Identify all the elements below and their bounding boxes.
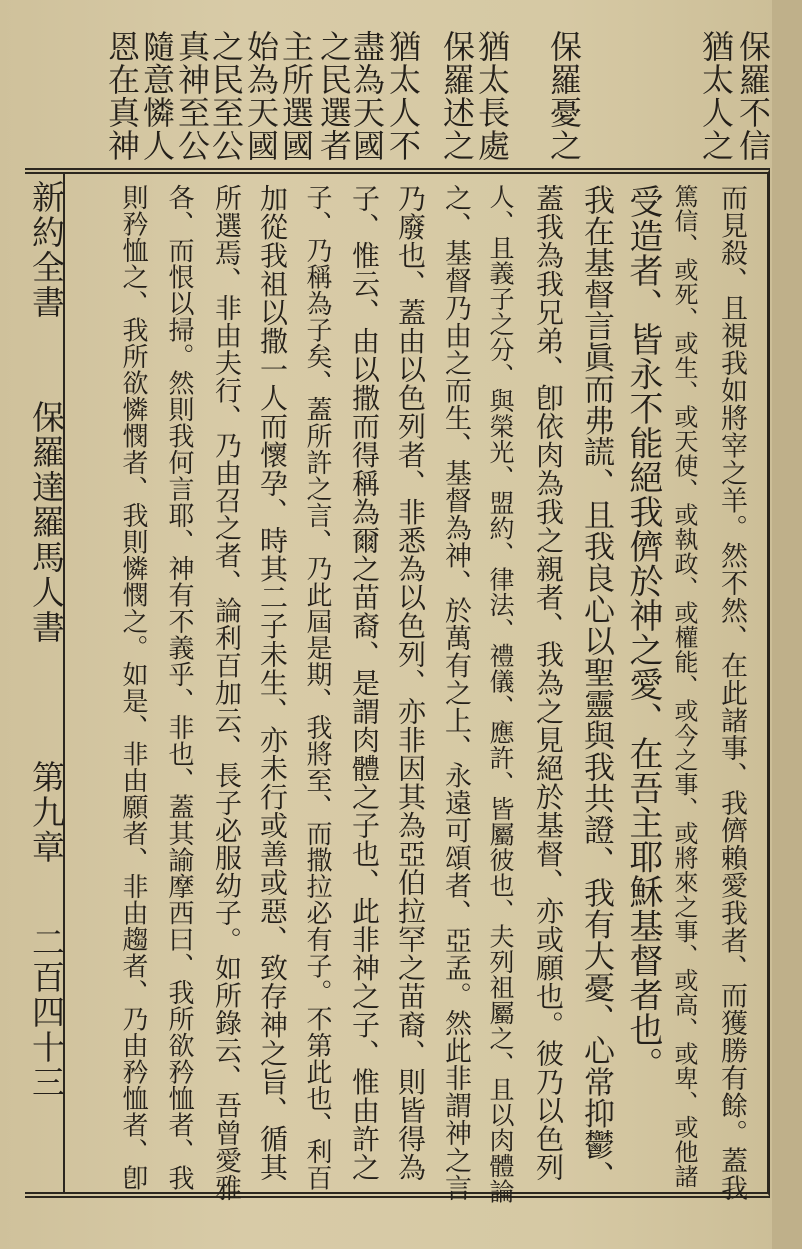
text-column: 受造者、皆永不能絕我儕於神之愛、在吾主耶穌基督者也。 [623, 184, 663, 1081]
headnote: 保羅憂之 [545, 30, 583, 162]
headnote: 主所選國 [277, 30, 315, 162]
page-edge [772, 0, 802, 1249]
headnote: 保羅不信 [734, 30, 772, 162]
headnote: 保羅述之 [438, 30, 476, 162]
headnote: 恩在真神 [103, 30, 141, 162]
headnote: 隨意憐人 [138, 30, 176, 162]
headnote: 猶太人之 [697, 30, 735, 162]
text-column: 蓋我為我兄弟、卽依肉為我之親者、我為之見絕於基督、亦或願也。彼乃以色列 [532, 184, 565, 1182]
page-number: 二百四十三 [27, 925, 66, 1100]
text-column: 則矜恤之、我所欲憐憫者、我則憐憫之。如是、非由願者、非由趨者、乃由矜恤者、卽 [118, 184, 148, 1191]
headnote: 猶太人不 [384, 30, 422, 162]
text-column: 各、而恨以掃。然則我何言耶、神有不義乎、非也、蓋其諭摩西曰、我所欲矜恤者、我 [164, 184, 194, 1191]
text-column: 篤信、或死、或生、或天使、或執政、或權能、或今之事、或將來之事、或高、或卑、或他諸 [670, 184, 698, 1189]
text-column: 子、惟云、由以撒而得稱為爾之苗裔、是謂肉體之子也、此非神之子、惟由許之 [348, 184, 381, 1182]
text-column: 而見殺、且視我如將宰之羊。然不然、在此諸事、我儕賴愛我者、而獲勝有餘。蓋我 [716, 184, 747, 1202]
text-column: 子、乃稱為子矣、蓋所許之言、乃此屆是期、我將至、而撒拉必有子。不第此也、利百 [302, 184, 332, 1191]
text-column: 人、且義子之分、與榮光、盟約、律法、禮儀、應許、皆屬彼也、夫列祖屬之、且以肉體論 [486, 184, 515, 1204]
headnote: 之民至公 [207, 30, 245, 162]
chapter-label: 第九章 [27, 760, 66, 865]
headnote: 之民選者 [315, 30, 353, 162]
headnote: 猶太長處 [473, 30, 511, 162]
text-column: 乃廢也、蓋由以色列者、非悉為以色列、亦非因其為亞伯拉罕之苗裔、則皆得為 [394, 184, 427, 1182]
text-column: 加從我祖以撒一人而懷孕、時其二子未生、亦未行或善或惡、致存神之旨、循其 [256, 184, 289, 1182]
text-column: 我在基督言眞而弗謊、且我良心以聖靈與我共證、我有大憂、心常抑鬱、 [578, 184, 614, 1192]
headnote: 真神至公 [173, 30, 211, 162]
headnote: 始為天國 [242, 30, 280, 162]
text-column: 所選焉、非由夫行、乃由召之者、論利百加云、長子必服幼子。如所錄云、吾曾愛雅 [210, 184, 241, 1202]
headnote: 盡為天國 [348, 30, 386, 162]
book-section: 保羅達羅馬人書 [27, 400, 66, 645]
text-column: 之、基督乃由之而生、基督為神、於萬有之上、永遠可頌者、亞孟。然此非謂神之言 [440, 184, 471, 1202]
book-title: 新約全書 [27, 180, 66, 320]
